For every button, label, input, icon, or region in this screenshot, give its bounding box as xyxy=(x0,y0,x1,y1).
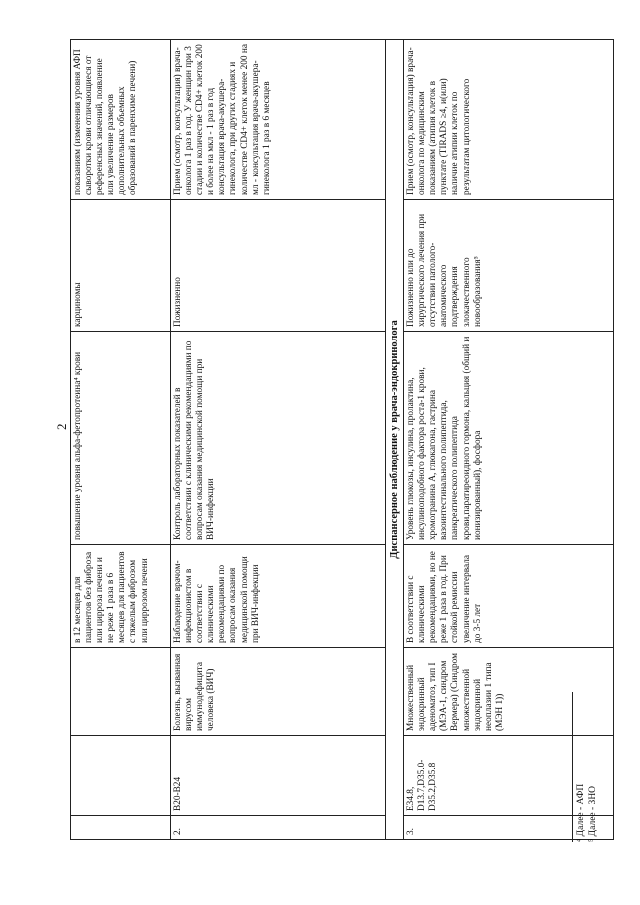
page-number: 2 xyxy=(54,423,69,430)
icd-code xyxy=(71,736,171,816)
rotated-table-page xyxy=(70,40,625,840)
row-number xyxy=(71,816,171,840)
footnote-afp: ⁴ Далее - АФП xyxy=(576,783,586,842)
recommendations: Прием (осмотр, консультация) врача-онколога по медицинским показаниям (атипия клеток в пунктате (TIRADS ≥4, и(или) наличие атипии клеток по результатам цитологического xyxy=(404,40,614,200)
recommendations: показаниям (изменения уровня АФП сыворотки крови отличающиеся от референсных значений, появление или увеличение размеров дополнительных объемных образований в паренхиме печени) xyxy=(71,40,171,200)
icd-code: B20-B24 xyxy=(171,736,386,816)
table-row xyxy=(171,40,386,840)
disease-name: Болезнь, вызванная вирусом иммунодефицита человека (ВИЧ) xyxy=(171,648,386,736)
row-number: 3. xyxy=(404,816,614,840)
disease-name xyxy=(71,648,171,736)
control-parameters: Контроль лабораторных показателей в соответствии с клиническими рекомендациями по вопросам оказания медицинской помощи при ВИЧ-инфекции xyxy=(171,332,386,545)
observation-frequency: В соответствии с клиническими рекомендациями, но не реже 1 раза в год. При стойкой ремиссии увеличение интервала до 3-5 лет xyxy=(404,545,614,648)
footnotes xyxy=(572,692,599,842)
section-title: Диспансерное наблюдение у врача-эндокринолога xyxy=(386,40,404,840)
observation-duration: Пожизненно xyxy=(171,200,386,332)
footnote-divider xyxy=(572,692,573,842)
control-parameters: Уровень глюкозы, инсулина, пролактина, инсулиноподобного фактора роста-1 крови, хромогранина А, глюкагона, гастрина вазоинтестинального полипептида, панкреатического полипептида крови,паратиреоидного гормона, кальция (общий и ионизированный), фосфора xyxy=(404,332,614,545)
disease-name: Множественный эндокринный аденоматоз, тип I (МЭА-1, синдром Вермера) (Синдром множественной эндокринной неоплазии 1 типа (МЭН 1)) xyxy=(404,648,614,736)
footnote-zno: ⁵ Далее - ЗНО xyxy=(588,785,598,842)
observation-duration: карциномы xyxy=(71,200,171,332)
dispensary-table xyxy=(70,39,614,840)
recommendations: Прием (осмотр, консультация) врача-онколога 1 раз в год. У женщин при 3 стадии и количестве CD4+ клеток 200 и более на мкл - 1 раз в год консультация врача-акушера-гинеколога, при других стадиях и количестве CD4+ клеток менее 200 на мл - консультация врача-акушера-гинеколога 1 раз в 6 месяцев xyxy=(171,40,386,200)
observation-duration: Пожизненно или до хирургического лечения при отсутствии патолого-анатомического подтверждения злокачественного новообразования⁵ xyxy=(404,200,614,332)
observation-frequency: в 12 месяцев для пациентов без фиброза или цирроза печени и не реже 1 раза в 6 месяцев для пациентов с тяжелым фиброзом или циррозом печени xyxy=(71,545,171,648)
row-number: 2. xyxy=(171,816,386,840)
observation-frequency: Наблюдение врачом-инфекционистом в соответствии с клиническими рекомендациями по вопросам оказания медицинской помощи при ВИЧ-инфекции xyxy=(171,545,386,648)
control-parameters: повышение уровня альфа-фетопротеина⁴ крови xyxy=(71,332,171,545)
icd-code: E34.8, D13.7,D35.0-D35.2,D35.8 xyxy=(404,736,614,816)
section-row xyxy=(386,40,404,840)
table-row xyxy=(71,40,171,840)
